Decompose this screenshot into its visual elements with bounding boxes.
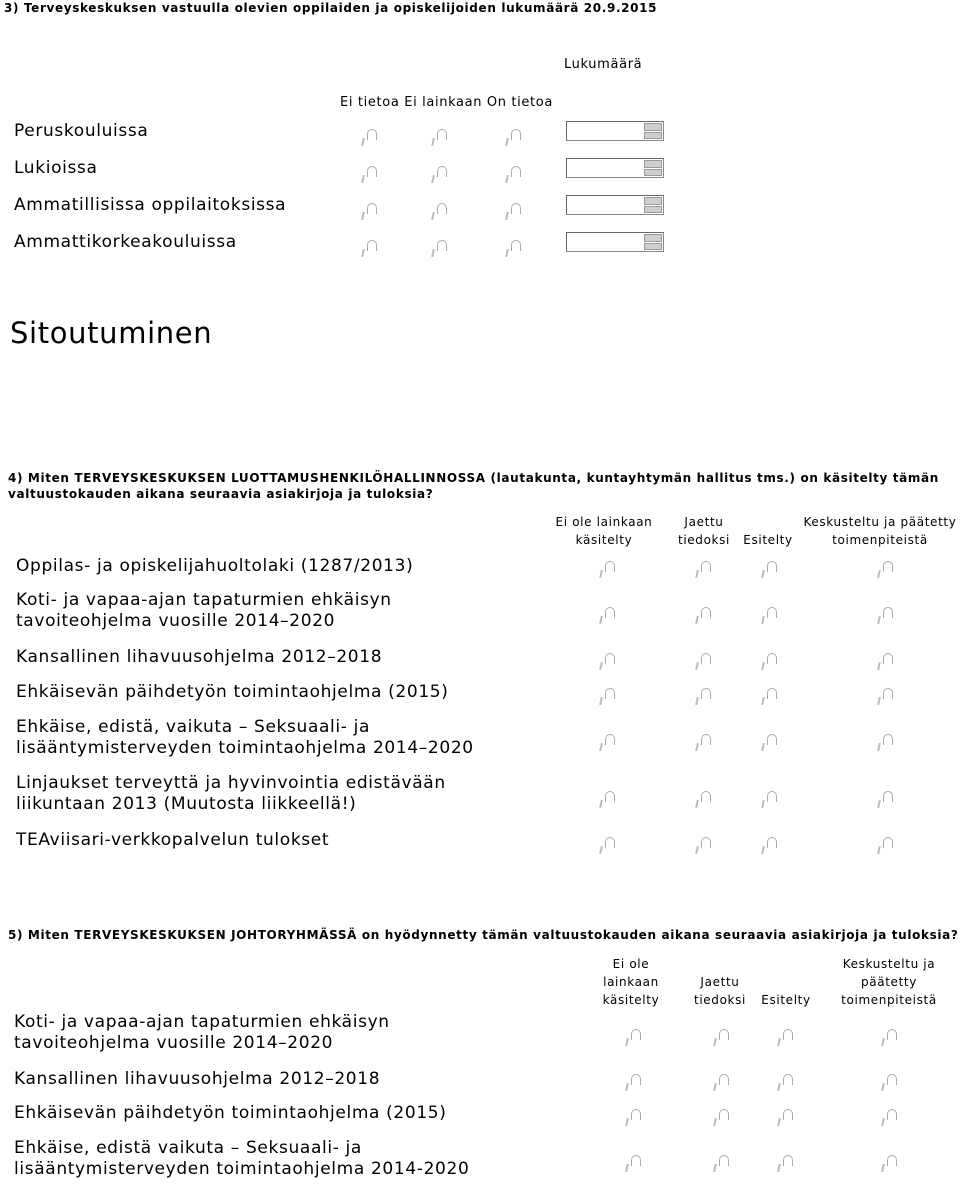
q4-radio-jaettu[interactable]: [694, 834, 714, 856]
q3-row-label: Peruskouluissa: [14, 121, 149, 141]
q5-radio-ei-kasitelty[interactable]: [624, 1152, 644, 1174]
q4-radio-esitelty[interactable]: [760, 685, 780, 707]
q4-radio-jaettu[interactable]: [694, 650, 714, 672]
q4-header-ei-kasitelty: Ei ole lainkaan käsitelty: [555, 515, 653, 547]
q4-radio-jaettu[interactable]: [694, 788, 714, 810]
q5-header-esitelty: Esitelty: [761, 993, 811, 1007]
q4-row-label: Oppilas- ja opiskelijahuoltolaki (1287/2013): [16, 556, 414, 576]
q4-radio-esitelty[interactable]: [760, 650, 780, 672]
count-stepper[interactable]: [566, 195, 664, 215]
q3-radio-ei-lainkaan[interactable]: [430, 237, 450, 259]
q5-radio-jaettu[interactable]: [712, 1071, 732, 1093]
count-stepper[interactable]: [566, 232, 664, 252]
q4-radio-ei-kasitelty[interactable]: [598, 685, 618, 707]
q5-row-label: Ehkäise, edistä vaikuta – Seksuaali- ja lisääntymisterveyden toimintaohjelma 2014-2020: [14, 1138, 470, 1179]
q4-radio-jaettu[interactable]: [694, 558, 714, 580]
q4-header-jaettu: Jaettu tiedoksi: [677, 515, 731, 547]
q3-radio-ei-lainkaan[interactable]: [430, 163, 450, 185]
q4-radio-ei-kasitelty[interactable]: [598, 604, 618, 626]
q4-radio-ei-kasitelty[interactable]: [598, 788, 618, 810]
q4-radio-ei-kasitelty[interactable]: [598, 650, 618, 672]
stepper-up-button[interactable]: [644, 123, 662, 131]
q3-column-headers: Ei tietoa Ei lainkaan On tietoa: [340, 95, 553, 110]
q4-radio-jaettu[interactable]: [694, 685, 714, 707]
q4-radio-ei-kasitelty[interactable]: [598, 558, 618, 580]
q4-row-label: Linjaukset terveyttä ja hyvinvointia edistävään liikuntaan 2013 (Muutosta liikkeellä!): [16, 773, 446, 814]
q5-header-keskusteltu: Keskusteltu ja päätetty toimenpiteistä: [841, 957, 937, 1007]
q4-radio-keskusteltu[interactable]: [876, 788, 896, 810]
q5-radio-keskusteltu[interactable]: [880, 1106, 900, 1128]
q4-radio-keskusteltu[interactable]: [876, 685, 896, 707]
q3-radio-on-tietoa[interactable]: [504, 163, 524, 185]
q4-radio-esitelty[interactable]: [760, 788, 780, 810]
q5-radio-keskusteltu[interactable]: [880, 1152, 900, 1174]
q4-radio-keskusteltu[interactable]: [876, 731, 896, 753]
q5-radio-jaettu[interactable]: [712, 1152, 732, 1174]
q3-radio-ei-tietoa[interactable]: [360, 200, 380, 222]
q3-radio-ei-tietoa[interactable]: [360, 126, 380, 148]
q5-row-label: Koti- ja vapaa-ajan tapaturmien ehkäisyn tavoiteohjelma vuosille 2014–2020: [14, 1012, 390, 1053]
q4-radio-jaettu[interactable]: [694, 731, 714, 753]
q5-header-jaettu: Jaettu tiedoksi: [693, 975, 747, 1007]
q5-radio-ei-kasitelty[interactable]: [624, 1026, 644, 1048]
q5-row-label: Kansallinen lihavuusohjelma 2012–2018: [14, 1069, 381, 1089]
count-stepper[interactable]: [566, 158, 664, 178]
q3-radio-on-tietoa[interactable]: [504, 126, 524, 148]
q3-title: 3) Terveyskeskuksen vastuulla olevien oppilaiden ja opiskelijoiden lukumäärä 20.9.2015: [4, 1, 658, 15]
stepper-up-button[interactable]: [644, 160, 662, 168]
q4-radio-ei-kasitelty[interactable]: [598, 834, 618, 856]
q3-radio-ei-lainkaan[interactable]: [430, 200, 450, 222]
q4-radio-keskusteltu[interactable]: [876, 650, 896, 672]
q4-radio-esitelty[interactable]: [760, 834, 780, 856]
q5-radio-jaettu[interactable]: [712, 1106, 732, 1128]
q5-radio-esitelty[interactable]: [776, 1026, 796, 1048]
q4-radio-esitelty[interactable]: [760, 604, 780, 626]
stepper-down-button[interactable]: [644, 169, 662, 177]
q4-radio-keskusteltu[interactable]: [876, 604, 896, 626]
q4-radio-ei-kasitelty[interactable]: [598, 731, 618, 753]
q3-row-label: Ammattikorkeakouluissa: [14, 232, 237, 252]
q4-header-esitelty: Esitelty: [743, 533, 793, 547]
q5-radio-ei-kasitelty[interactable]: [624, 1106, 644, 1128]
stepper-down-button[interactable]: [644, 243, 662, 251]
q5-header-ei-kasitelty: Ei ole lainkaan käsitelty: [602, 957, 660, 1007]
q3-radio-ei-tietoa[interactable]: [360, 237, 380, 259]
q4-row-label: Ehkäise, edistä, vaikuta – Seksuaali- ja lisääntymisterveyden toimintaohjelma 2014–2020: [16, 717, 474, 758]
q4-row-label: TEAviisari-verkkopalvelun tulokset: [16, 830, 330, 850]
q3-row-label: Lukioissa: [14, 158, 98, 178]
q4-row-label: Koti- ja vapaa-ajan tapaturmien ehkäisyn tavoiteohjelma vuosille 2014–2020: [16, 590, 392, 631]
stepper-down-button[interactable]: [644, 132, 662, 140]
q5-radio-keskusteltu[interactable]: [880, 1071, 900, 1093]
stepper-up-button[interactable]: [644, 197, 662, 205]
q4-title-line1: 4) Miten TERVEYSKESKUKSEN LUOTTAMUSHENKILÖHALLINNOSSA (lautakunta, kuntayhtymän hallitus tms.) on käsitelty tämän: [8, 471, 939, 485]
stepper-down-button[interactable]: [644, 206, 662, 214]
q4-radio-esitelty[interactable]: [760, 558, 780, 580]
q5-title: 5) Miten TERVEYSKESKUKSEN JOHTORYHMÄSSÄ on hyödynnetty tämän valtuustokauden aikana seuraavia asiakirjoja ja tuloksia?: [8, 928, 959, 942]
q4-radio-jaettu[interactable]: [694, 604, 714, 626]
q3-radio-on-tietoa[interactable]: [504, 200, 524, 222]
q3-radio-ei-tietoa[interactable]: [360, 163, 380, 185]
q4-radio-esitelty[interactable]: [760, 731, 780, 753]
q3-row-label: Ammatillisissa oppilaitoksissa: [14, 195, 287, 215]
count-stepper[interactable]: [566, 121, 664, 141]
q4-radio-keskusteltu[interactable]: [876, 558, 896, 580]
q5-radio-esitelty[interactable]: [776, 1071, 796, 1093]
q4-title-line2: valtuustokauden aikana seuraavia asiakirjoja ja tuloksia?: [8, 487, 434, 501]
q4-row-label: Ehkäisevän päihdetyön toimintaohjelma (2015): [16, 682, 449, 702]
q5-row-label: Ehkäisevän päihdetyön toimintaohjelma (2015): [14, 1103, 447, 1123]
q5-radio-jaettu[interactable]: [712, 1026, 732, 1048]
q4-radio-keskusteltu[interactable]: [876, 834, 896, 856]
stepper-up-button[interactable]: [644, 234, 662, 242]
q3-radio-on-tietoa[interactable]: [504, 237, 524, 259]
q4-header-keskusteltu: Keskusteltu ja päätetty toimenpiteistä: [803, 515, 957, 547]
q5-radio-esitelty[interactable]: [776, 1106, 796, 1128]
q5-radio-esitelty[interactable]: [776, 1152, 796, 1174]
q5-radio-ei-kasitelty[interactable]: [624, 1071, 644, 1093]
q3-count-header: Lukumäärä: [564, 57, 643, 72]
q4-row-label: Kansallinen lihavuusohjelma 2012–2018: [16, 647, 383, 667]
section-title: Sitoutuminen: [10, 316, 213, 350]
q5-radio-keskusteltu[interactable]: [880, 1026, 900, 1048]
q3-radio-ei-lainkaan[interactable]: [430, 126, 450, 148]
